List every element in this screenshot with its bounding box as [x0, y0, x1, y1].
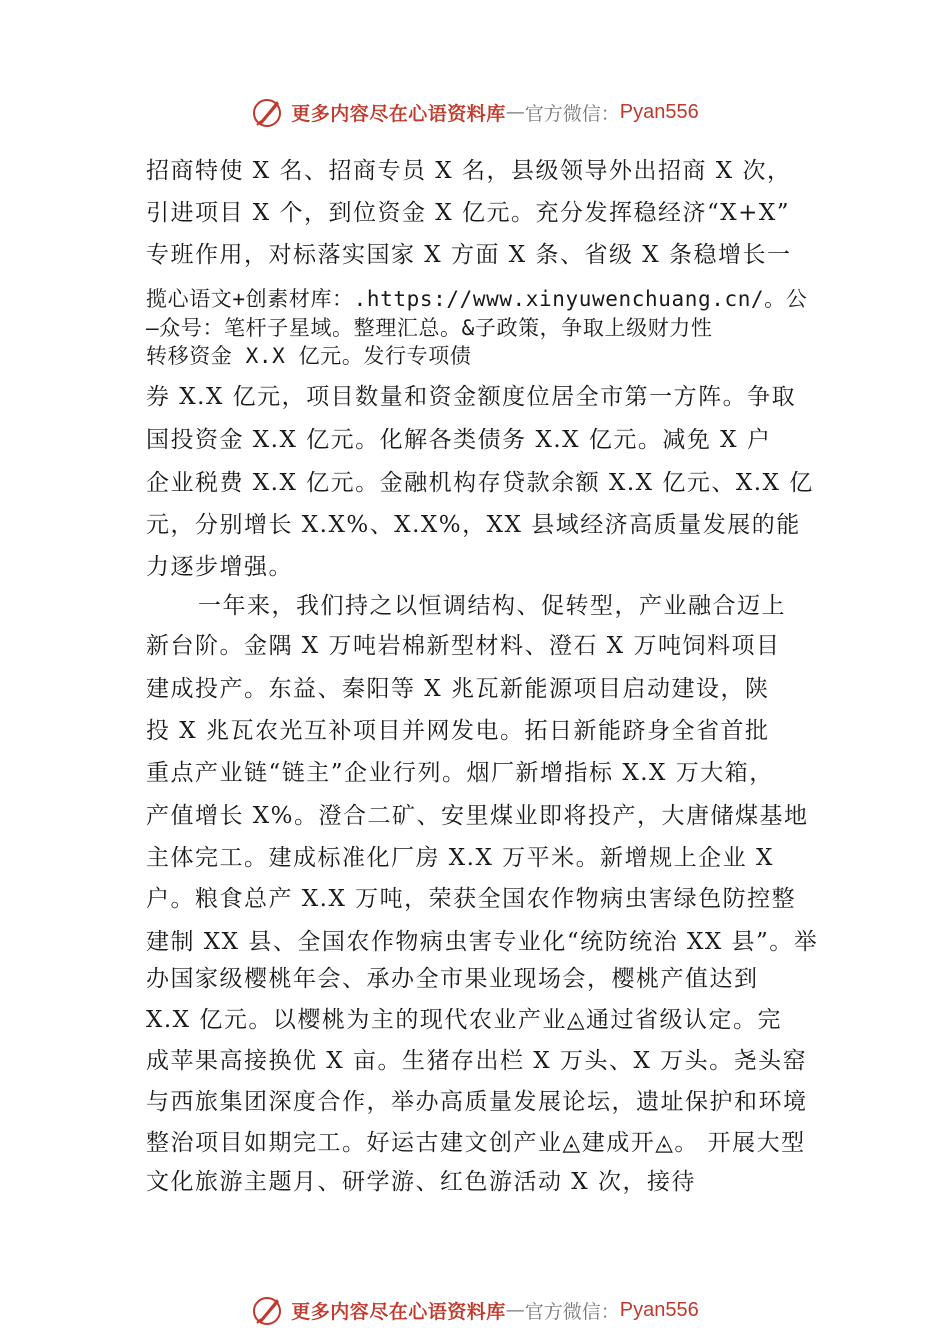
footer-watermark-banner [0, 1290, 950, 1330]
banner-wechat-label: 官方微信： [524, 102, 620, 125]
banner-slogan: 更多内容尽在心语资料库 [291, 1300, 506, 1323]
body-line: 办国家级樱桃年会、承办全市果业现场会，樱桃产值达到 [146, 966, 759, 992]
body-line: 建制 XX 县、全国农作物病虫害专业化“统防统治 XX 县”。举 [146, 929, 819, 955]
body-line: 揽心语文+创素材库：.https://www.xinyuwenchuang.cn/。公 [146, 287, 808, 311]
body-line: 元，分别增长 X.X%、X.X%，XX 县域经济高质量发展的能 [146, 512, 801, 538]
body-line: 新台阶。金隅 X 万吨岩棉新型材料、澄石 X 万吨饲料项目 [146, 633, 781, 659]
body-line: 国投资金 X.X 亿元。化解各类债务 X.X 亿元。减免 X 户 [146, 427, 772, 453]
quill-seal-logo-icon [251, 1293, 285, 1327]
body-line: 投 X 兆瓦农光互补项目并网发电。拓日新能跻身全省首批 [146, 718, 770, 744]
body-line: 文化旅游主题月、研学游、红色游活动 X 次，接待 [146, 1169, 696, 1195]
banner-dash: — [505, 101, 525, 123]
body-line: 券 X.X 亿元，项目数量和资金额度位居全市第一方阵。争取 [146, 384, 797, 410]
body-line: 主体完工。建成标准化厂房 X.X 万平米。新增规上企业 X [146, 845, 774, 871]
body-line: 产值增长 X%。澄合二矿、安里煤业即将投产，大唐储煤基地 [146, 803, 809, 829]
body-line: 与西旅集团深度合作，举办高质量发展论坛，遗址保护和环境 [146, 1089, 808, 1115]
body-line: 力逐步增强。 [146, 554, 293, 580]
body-line: 整治项目如期完工。好运古建文创产业◬建成开◬。 开展大型 [146, 1130, 806, 1156]
banner-wechat-id: Pyan556 [619, 100, 699, 123]
body-line: 招商特使 X 名、招商专员 X 名，县级领导外出招商 X 次， [146, 158, 792, 184]
body-line: 重点产业链“链主”企业行列。烟厂新增指标 X.X 万大箱， [146, 760, 774, 786]
body-line: 户。粮食总产 X.X 万吨，荣获全国农作物病虫害绿色防控整 [146, 886, 797, 912]
body-line: X.X 亿元。以樱桃为主的现代农业产业◬通过省级认定。完 [146, 1007, 783, 1033]
banner-slogan: 更多内容尽在心语资料库 [291, 102, 506, 125]
banner-wechat-id: Pyan556 [619, 1298, 699, 1321]
body-line: 一年来，我们持之以恒调结构、促转型，产业融合迈上 [198, 593, 786, 619]
body-line: 转移资金 X.X 亿元。发行专项债 [146, 344, 472, 368]
body-line: 专班作用，对标落实国家 X 方面 X 条、省级 X 条稳增长一 [146, 242, 792, 268]
body-line: —众号：笔杆子星域。整理汇总。&子政策，争取上级财力性 [146, 316, 713, 340]
banner-dash: — [505, 1299, 525, 1321]
banner-wechat-label: 官方微信： [524, 1300, 620, 1323]
body-line: 引进项目 X 个，到位资金 X 亿元。充分发挥稳经济“X+X” [146, 200, 791, 226]
body-line: 企业税费 X.X 亿元。金融机构存贷款余额 X.X 亿元、X.X 亿 [146, 470, 814, 496]
body-line: 建成投产。东益、秦阳等 X 兆瓦新能源项目启动建设，陕 [146, 676, 770, 702]
body-line: 成苹果高接换优 X 亩。生猪存出栏 X 万头、X 万头。尧头窑 [146, 1048, 808, 1074]
